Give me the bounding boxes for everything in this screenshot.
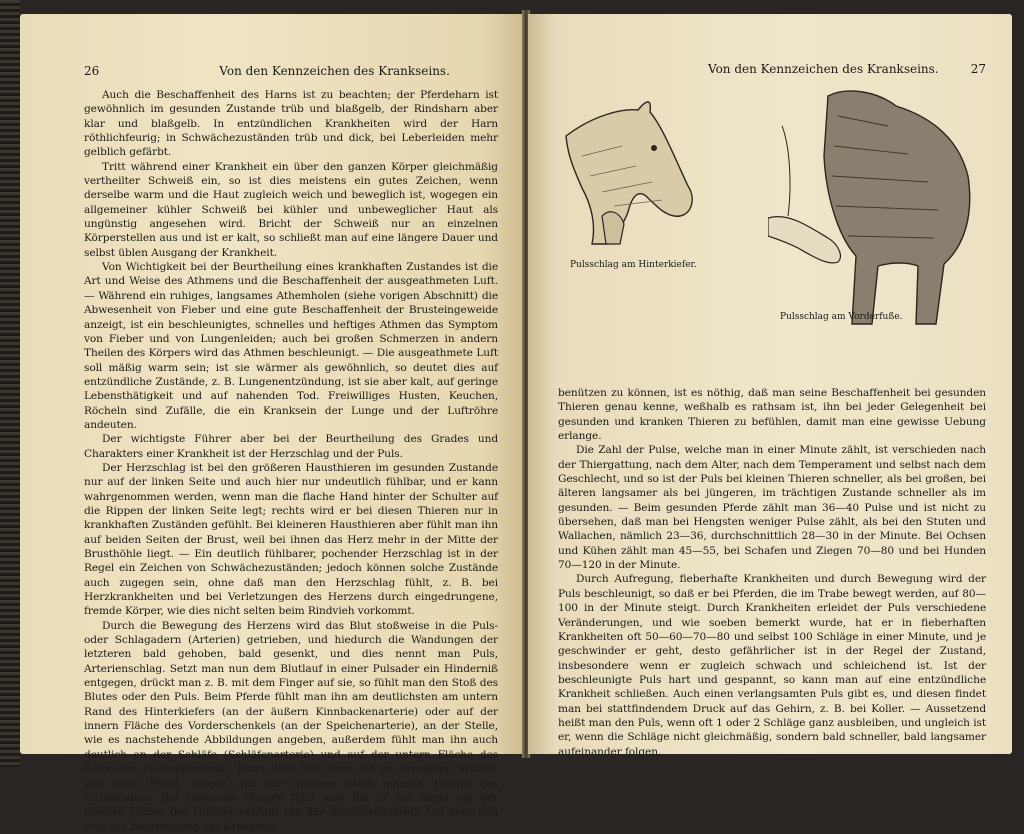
paragraph: benützen zu können, ist es nöthig, daß man seine Beschaffenheit bei gesunden Thieren genau kenne, weßhalb es rathsam ist, ihn bei jeder Gelegenheit bei gesunden und kranken Thieren zu befühlen, damit man eine gewisse Uebung erlange. xyxy=(558,387,986,443)
illustrations xyxy=(558,86,986,382)
figure-caption-foreleg: Pulsschlag am Vorderfuße. xyxy=(780,312,903,322)
horse-foreleg-illustration xyxy=(768,86,978,326)
right-page xyxy=(528,14,1012,758)
left-page xyxy=(20,14,524,833)
left-page-header xyxy=(84,64,498,78)
paragraph: Der Herzschlag ist bei den größeren Hausthieren im gesunden Zustande nur auf der linken Seite und auch hier nur undeutlich fühlbar, und er kann wahrgenommen werden, wenn man die flache Hand hinter der Schulter auf die Rippen der linken Seite legt; rechts wird er bei diesen Thieren nur in krankhaften Zuständen gefühlt. Bei kleineren Hausthieren aber fühlt man ihn auf beiden Seiten der Brust, weil bei ihnen das Herz mehr in der Mitte der Brusthöhle liegt. — Ein deutlich fühlbarer, pochender Herzschlag ist in der Regel ein Zeichen von Schwächezuständen; jedoch können solche Zustände auch zugegen sein, ohne daß man den Herzschlag fühlt, z. B. bei Herzkrankheiten und bei Verletzungen des Herzens durch eingedrungene, fremde Körper, wie dies nicht selten beim Rindvieh vorkommt. xyxy=(84,461,498,618)
paragraph: Tritt während einer Krankheit ein über den ganzen Körper gleichmäßig vertheilter Schweiß ein, so ist dies meistens ein gutes Zeichen, wenn derselbe warm und die Haut zugleich weich und beweglich ist, wogegen ein allgemeiner kühler Schweiß bei kühler und unbeweglicher Haut als ungünstig angesehen wird. Bricht der Schweiß nur an einzelnen Körperstellen aus und ist er kalt, so schließt man auf eine längere Dauer und selbst üblen Ausgang der Krankheit. xyxy=(84,160,498,259)
paragraph: Von Wichtigkeit bei der Beurtheilung eines krankhaften Zustandes ist die Art und Weise des Athmens und die Beschaffenheit der ausgeathmeten Luft. — Während ein ruhiges, langsames Athemholen (siehe vorigen Abschnitt) die Abwesenheit von Fieber und eine gute Beschaffenheit der Brusteingeweide anzeigt, ist ein beschleunigtes, schnelles und heftiges Athmen das Symptom von Fieber und von Lungenleiden; auch bei großen Schmerzen in andern Theilen des Körpers wird das Athmen beschleunigt. — Die ausgeathmete Luft soll mäßig warm sein; ist sie wärmer als gewöhnlich, so deutet dies auf entzündliche Zustände, z. B. Lungenentzündung, ist sie aber kalt, auf geringe Lebensthätigkeit und auf nahenden Tod. Freiwilliges Husten, Keuchen, Röcheln sind Zufälle, die ein Kranksein der Lunge und der Luftröhre andeuten. xyxy=(84,261,498,431)
right-page-header xyxy=(558,62,986,76)
horse-head-illustration xyxy=(562,96,698,246)
running-head-left: Von den Kennzeichen des Krankseins. xyxy=(219,64,450,78)
book-cover-edge xyxy=(0,0,20,767)
paragraph: Durch die Bewegung des Herzens wird das Blut stoßweise in die Puls- oder Schlagadern (Arterien) getrieben, und hiedurch die Wandungen der letzteren bald gehoben, bald gesenkt, und dies nennt man Puls, Arterienschlag. Setzt man nun dem Blutlauf in einer Pulsader ein Hinderniß entgegen, drückt man z. B. mit dem Finger auf sie, so fühlt man den Stoß des Blutes oder den Puls. Beim Pferde fühlt man ihn am deutlichsten am untern Rand des Hinterkiefers (an der äußern Kinnbackenarterie) oder auf der innern Fläche des Vorderschenkels (an der Speichenarterie), an der Stelle, wie es nachstehende Abbildungen angeben, außerdem fühlt man ihn auch deutlich an der Schläfe (Schläfenarterie) und auf der untern Fläche des Schweifes (Schweifarterie). Beim Rind fühlt man ihn an denselben Stellen, wie beim Pferd, jedoch auf der äußeren statt inneren Fläche des Unterkiefers. Bei kleineren Thieren fühlt man ihn in der Regel auf der inneren Fläche des Hinterschenkels (an der Schenkelarterie). Um aber den Puls zur Beurtheilung der Krankheit xyxy=(84,619,498,833)
paragraph: Auch die Beschaffenheit des Harns ist zu beachten; der Pferdeharn ist gewöhnlich im gesunden Zustande trüb und blaßgelb, der Rindsharn aber klar und blaßgelb. In entzündlichen Krankheiten wird der Harn röthlichfeurig; in Schwächezuständen trüb und dick, bei Leberleiden mehr gelblich gefärbt. xyxy=(84,89,498,159)
running-head-right: Von den Kennzeichen des Krankseins. xyxy=(708,62,939,76)
page-number-right: 27 xyxy=(970,62,986,76)
paragraph: Der wichtigste Führer aber bei der Beurtheilung des Grades und Charakters einer Krankheit ist der Herzschlag und der Puls. xyxy=(84,433,498,460)
paragraph: Durch Aufregung, fieberhafte Krankheiten und durch Bewegung wird der Puls beschleunigt, so daß er bei Pferden, die im Trabe bewegt werden, auf 80—100 in der Minute steigt. Durch Krankheiten erleidet der Puls verschiedene Veränderungen, und wie soeben bemerkt wurde, hat er in fieberhaften Krankheiten oft 50—60—70—80 und selbst 100 Schläge in einer Minute, und je geschwinder er geht, desto gefährlicher ist in der Regel der Zustand, insbesondere wenn er zugleich schwach und schleichend ist. Ist der beschleunigte Puls hart und gespannt, so kann man auf eine entzündliche Krankheit schließen. Auch einen verlangsamten Puls gibt es, und diesen findet man bei stattfindendem Druck auf das Gehirn, z. B. bei Koller. — Aussetzend heißt man den Puls, wenn oft 1 oder 2 Schläge ganz ausbleiben, und ungleich ist er, wenn die Schläge nicht gleichmäßig, sondern bald schneller, bald langsamer aufeinander folgen. xyxy=(558,573,986,758)
paragraph: Die Zahl der Pulse, welche man in einer Minute zählt, ist verschieden nach der Thiergattung, nach dem Alter, nach dem Temperament und selbst nach dem Geschlecht, und so ist der Puls bei kleinen Thieren schneller, als bei großen, bei älteren langsamer als bei jüngeren, im trächtigen Zustande schneller als im gesunden. — Beim gesunden Pferde zählt man 36—40 Pulse und ist nicht zu übersehen, daß man bei Hengsten weniger Pulse zählt, als bei den Stuten und Wallachen, nämlich 23—36, durchschnittlich 28—30 in der Minute. Bei Ochsen und Kühen zählt man 45—55, bei Schafen und Ziegen 70—80 und bei Hunden 70—120 in der Minute. xyxy=(558,444,986,572)
figure-caption-jaw: Pulsschlag am Hinterkiefer. xyxy=(570,260,697,270)
page-number-left: 26 xyxy=(84,64,100,78)
right-page-body xyxy=(558,386,986,759)
left-page-body xyxy=(84,88,498,834)
